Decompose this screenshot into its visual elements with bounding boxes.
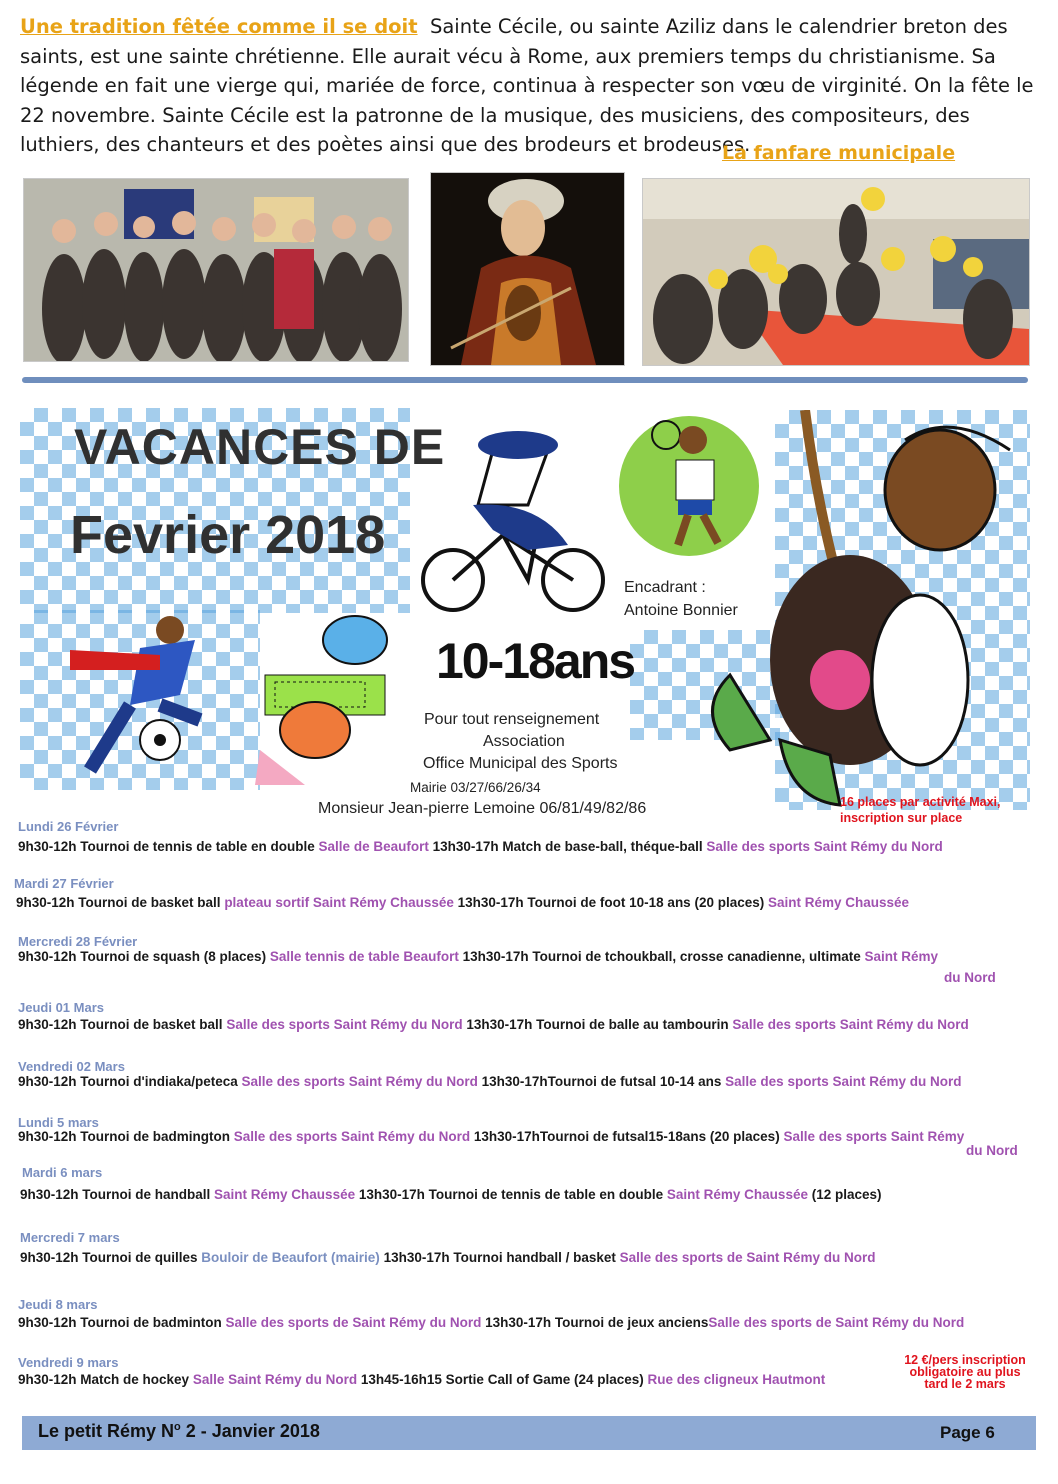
- afternoon-location: Salle des sports de Saint Rémy du Nord: [619, 1250, 876, 1265]
- info-line2: Association: [483, 733, 565, 750]
- schedule-row: [18, 1315, 964, 1330]
- morning-activity: 9h30-12h Tournoi de handball: [20, 1187, 215, 1202]
- places-note-line1: 16 places par activité Maxi,: [840, 795, 1001, 809]
- morning-activity: 9h30-12h Tournoi de quilles: [20, 1250, 202, 1265]
- footer-issue: [38, 1421, 320, 1442]
- group-photo-illustration: [24, 179, 408, 361]
- schedule-day: Lundi 5 mars: [18, 1115, 99, 1130]
- morning-location: Salle des sports de Saint Rémy du Nord: [225, 1315, 482, 1330]
- encadrant-name: Antoine Bonnier: [624, 602, 738, 619]
- afternoon-location: Salle des sports de Saint Rémy du Nord: [708, 1315, 965, 1330]
- encadrant-label: Encadrant :: [624, 579, 706, 596]
- morning-location: Salle des sports Saint Rémy du Nord: [226, 1017, 463, 1032]
- soccer-illustration: [30, 610, 220, 790]
- afternoon-location: Rue des cligneux Hautmont: [647, 1372, 826, 1387]
- morning-activity: 9h30-12h Tournoi de basket ball: [18, 1017, 227, 1032]
- morning-activity: 9h30-12h Tournoi de squash (8 places): [18, 949, 270, 964]
- afternoon-location: Saint Rémy Chaussée: [767, 895, 910, 910]
- footer-title: Le petit Rémy N: [38, 1421, 175, 1441]
- afternoon-location: Saint Rémy: [864, 949, 939, 964]
- schedule-day: Vendredi 02 Mars: [18, 1059, 125, 1074]
- fanfare-caption: La fanfare municipale: [722, 142, 956, 164]
- info-line3: Office Municipal des Sports: [423, 755, 618, 772]
- afternoon-location: Saint Rémy Chaussée: [666, 1187, 808, 1202]
- saint-cecile-illustration: [431, 173, 624, 365]
- schedule-row: [20, 1250, 875, 1265]
- mairie-phone: Mairie 03/27/66/26/34: [410, 780, 541, 795]
- morning-location: Salle des sports Saint Rémy du Nord: [233, 1129, 471, 1144]
- sortie-note-line2: obligatoire au plus: [909, 1365, 1021, 1379]
- afternoon-activity: 13h45-16h15 Sortie Call of Game (24 places): [357, 1372, 648, 1387]
- afternoon-location: Salle des sports Saint Rémy du Nord: [732, 1017, 969, 1032]
- afternoon-activity: 13h30-17h Tournoi de jeux anciens: [481, 1315, 709, 1330]
- group-photo: [23, 178, 409, 362]
- sortie-note: [890, 1354, 1040, 1390]
- cyclist-illustration: [418, 420, 608, 620]
- afternoon-activity: 13h30-17h Tournoi de tennis de table en double: [355, 1187, 667, 1202]
- morning-activity: 9h30-12h Tournoi d'indiaka/peteca: [18, 1074, 242, 1089]
- morning-activity: 9h30-12h Tournoi de tennis de table en double: [18, 839, 319, 854]
- fanfare-illustration: [643, 179, 1029, 365]
- afternoon-activity: 13h30-17h Match de base-ball, théque-ball: [428, 839, 707, 854]
- afternoon-activity: 13h30-17h Tournoi de balle au tambourin: [462, 1017, 733, 1032]
- climber-illustration: [690, 410, 1030, 820]
- afternoon-location: Salle des sports Saint Rémy: [783, 1129, 965, 1144]
- morning-activity: 9h30-12h Tournoi de basket ball: [16, 895, 225, 910]
- section-divider: [22, 377, 1028, 383]
- afternoon-location: Salle des sports Saint Rémy du Nord: [706, 839, 943, 854]
- afternoon-activity: 13h30-17h Tournoi de foot 10-18 ans (20 places): [453, 895, 768, 910]
- info-line1: Pour tout renseignement: [424, 711, 600, 728]
- contact-person: Monsieur Jean-pierre Lemoine 06/81/49/82/86: [318, 800, 647, 817]
- schedule-day: Mercredi 7 mars: [20, 1230, 120, 1245]
- morning-activity: 9h30-12h Tournoi de badminton: [18, 1315, 226, 1330]
- age-range: 10-18ans: [436, 633, 635, 689]
- morning-location: Saint Rémy Chaussée: [214, 1187, 356, 1202]
- morning-location: Salle des sports Saint Rémy du Nord: [241, 1074, 478, 1089]
- schedule-row: [18, 1017, 969, 1032]
- footer-issue-date: 2 - Janvier 2018: [180, 1421, 320, 1441]
- morning-activity: 9h30-12h Match de hockey: [18, 1372, 193, 1387]
- schedule-day: Mardi 6 mars: [22, 1165, 103, 1180]
- schedule-row: [18, 839, 943, 854]
- schedule-row: [16, 895, 909, 910]
- ping-pong-illustration: [255, 610, 415, 785]
- intro-paragraph: [20, 12, 1040, 160]
- schedule-day: Lundi 26 Février: [18, 819, 119, 834]
- morning-location: plateau sortif Saint Rémy Chaussée: [224, 895, 454, 910]
- saint-cecile-painting: [430, 172, 625, 366]
- schedule-day: Jeudi 8 mars: [18, 1297, 98, 1312]
- fanfare-photo: [642, 178, 1030, 366]
- schedule-day: Mardi 27 Février: [14, 876, 114, 891]
- sortie-note-line3: tard le 2 mars: [924, 1377, 1006, 1391]
- schedule-row: [18, 1372, 825, 1387]
- poster-title-line1: VACANCES DE: [74, 419, 446, 475]
- sortie-note-line1: 12 €/pers inscription: [904, 1353, 1026, 1367]
- intro-body: Sainte Cécile, ou sainte Aziliz dans le calendrier breton des saints, est une sainte chrétienne. Elle aurait vécu à Rome, aux premiers temps du christianisme. Sa légende en fait une vierge qui, mariée de force, continua à respecter son vœu de virginité. On la fête le 22 novembre. Sainte Cécile est la patronne de la musique, des musiciens, des compositeurs, des luthiers, des chanteurs et des poètes ainsi que des brodeurs et brodeuses.: [20, 15, 1034, 156]
- morning-location: Salle de Beaufort: [318, 839, 429, 854]
- afternoon-activity: 13h30-17h Tournoi handball / basket: [379, 1250, 620, 1265]
- morning-location: Bouloir de Beaufort (mairie): [201, 1250, 380, 1265]
- afternoon-places: (12 places): [807, 1187, 882, 1202]
- afternoon-activity: 13h30-17hTournoi de futsal15-18ans (20 places): [470, 1129, 784, 1144]
- afternoon-activity: 13h30-17hTournoi de futsal 10-14 ans: [477, 1074, 726, 1089]
- schedule-row: [18, 1074, 961, 1089]
- afternoon-location-continued: du Nord: [966, 1143, 1018, 1158]
- page-number: Page 6: [940, 1423, 995, 1442]
- afternoon-location: Salle des sports Saint Rémy du Nord: [725, 1074, 962, 1089]
- schedule-day: Mercredi 28 Février: [18, 934, 138, 949]
- footer-sup: o: [174, 1421, 181, 1433]
- morning-location: Salle Saint Rémy du Nord: [192, 1372, 358, 1387]
- schedule-day: Vendredi 9 mars: [18, 1355, 119, 1370]
- schedule-day: Jeudi 01 Mars: [18, 1000, 104, 1015]
- morning-activity: 9h30-12h Tournoi de badmington: [18, 1129, 234, 1144]
- poster-title-line2: Fevrier 2018: [70, 505, 386, 565]
- places-note-line2: inscription sur place: [840, 811, 963, 825]
- schedule-row: [18, 949, 938, 964]
- schedule-row: [20, 1187, 882, 1202]
- afternoon-location-continued: du Nord: [944, 970, 996, 985]
- afternoon-activity: 13h30-17h Tournoi de tchoukball, crosse canadienne, ultimate: [458, 949, 865, 964]
- morning-location: Salle tennis de table Beaufort: [269, 949, 459, 964]
- schedule-row: [18, 1129, 964, 1144]
- intro-headline: Une tradition fêtée comme il se doit: [20, 15, 418, 38]
